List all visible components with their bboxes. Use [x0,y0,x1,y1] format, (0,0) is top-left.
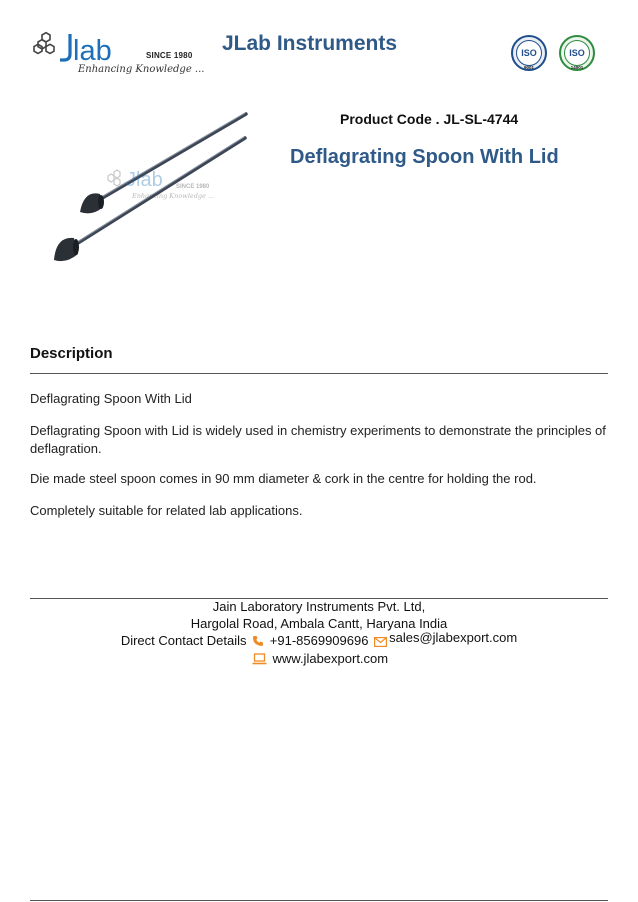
footer-website-line [30,650,608,668]
footer-contact-line [30,632,608,650]
description-paragraph: Die made steel spoon comes in 90 mm diameter & cork in the centre for holding the rod. [30,471,537,486]
deflagrating-spoon-image [40,108,252,273]
laptop-icon [252,653,267,665]
phone-number[interactable]: +91-8569909696 [269,633,369,648]
email-link[interactable]: sales@jlabexport.com [389,630,518,645]
description-divider [30,373,608,374]
footer-address: Hargolal Road, Ambala Cantt, Haryana India [190,616,448,631]
product-code: Product Code . JL-SL-4744 [340,111,519,127]
svg-text:ISO: ISO [569,48,585,58]
product-title: Deflagrating Spoon With Lid [290,146,559,168]
svg-text:SINCE 1980: SINCE 1980 [176,184,210,190]
svg-text:Jlab: Jlab [126,169,163,191]
description-paragraph: Deflagrating Spoon with Lid is widely used in chemistry experiments to demonstrate the principles of deflagration. [30,423,606,456]
description-heading: Description [30,345,113,362]
logo-since-text: SINCE 1980 [146,51,193,60]
logo-tagline: Enhancing Knowledge ... [78,64,205,75]
svg-text:Enhancing Knowledge ...: Enhancing Knowledge ... [132,192,215,200]
company-title: JLab Instruments [222,32,398,55]
svg-text:9001: 9001 [523,65,535,70]
page-bottom-divider [30,900,608,901]
phone-icon [252,635,264,647]
description-paragraph: Completely suitable for related lab applications. [30,503,303,518]
contact-label: Direct Contact Details [120,633,247,648]
iso-9001-badge [510,34,548,72]
description-paragraph: Deflagrating Spoon With Lid [30,391,192,406]
footer-company: Jain Laboratory Instruments Pvt. Ltd, [212,599,426,614]
iso-14001-badge [558,34,596,72]
svg-text:ISO: ISO [521,48,537,58]
svg-text:14001: 14001 [570,65,584,70]
svg-text:lab: lab [73,35,112,67]
website-link[interactable]: www.jlabexport.com [272,651,389,666]
email-icon [374,637,387,647]
